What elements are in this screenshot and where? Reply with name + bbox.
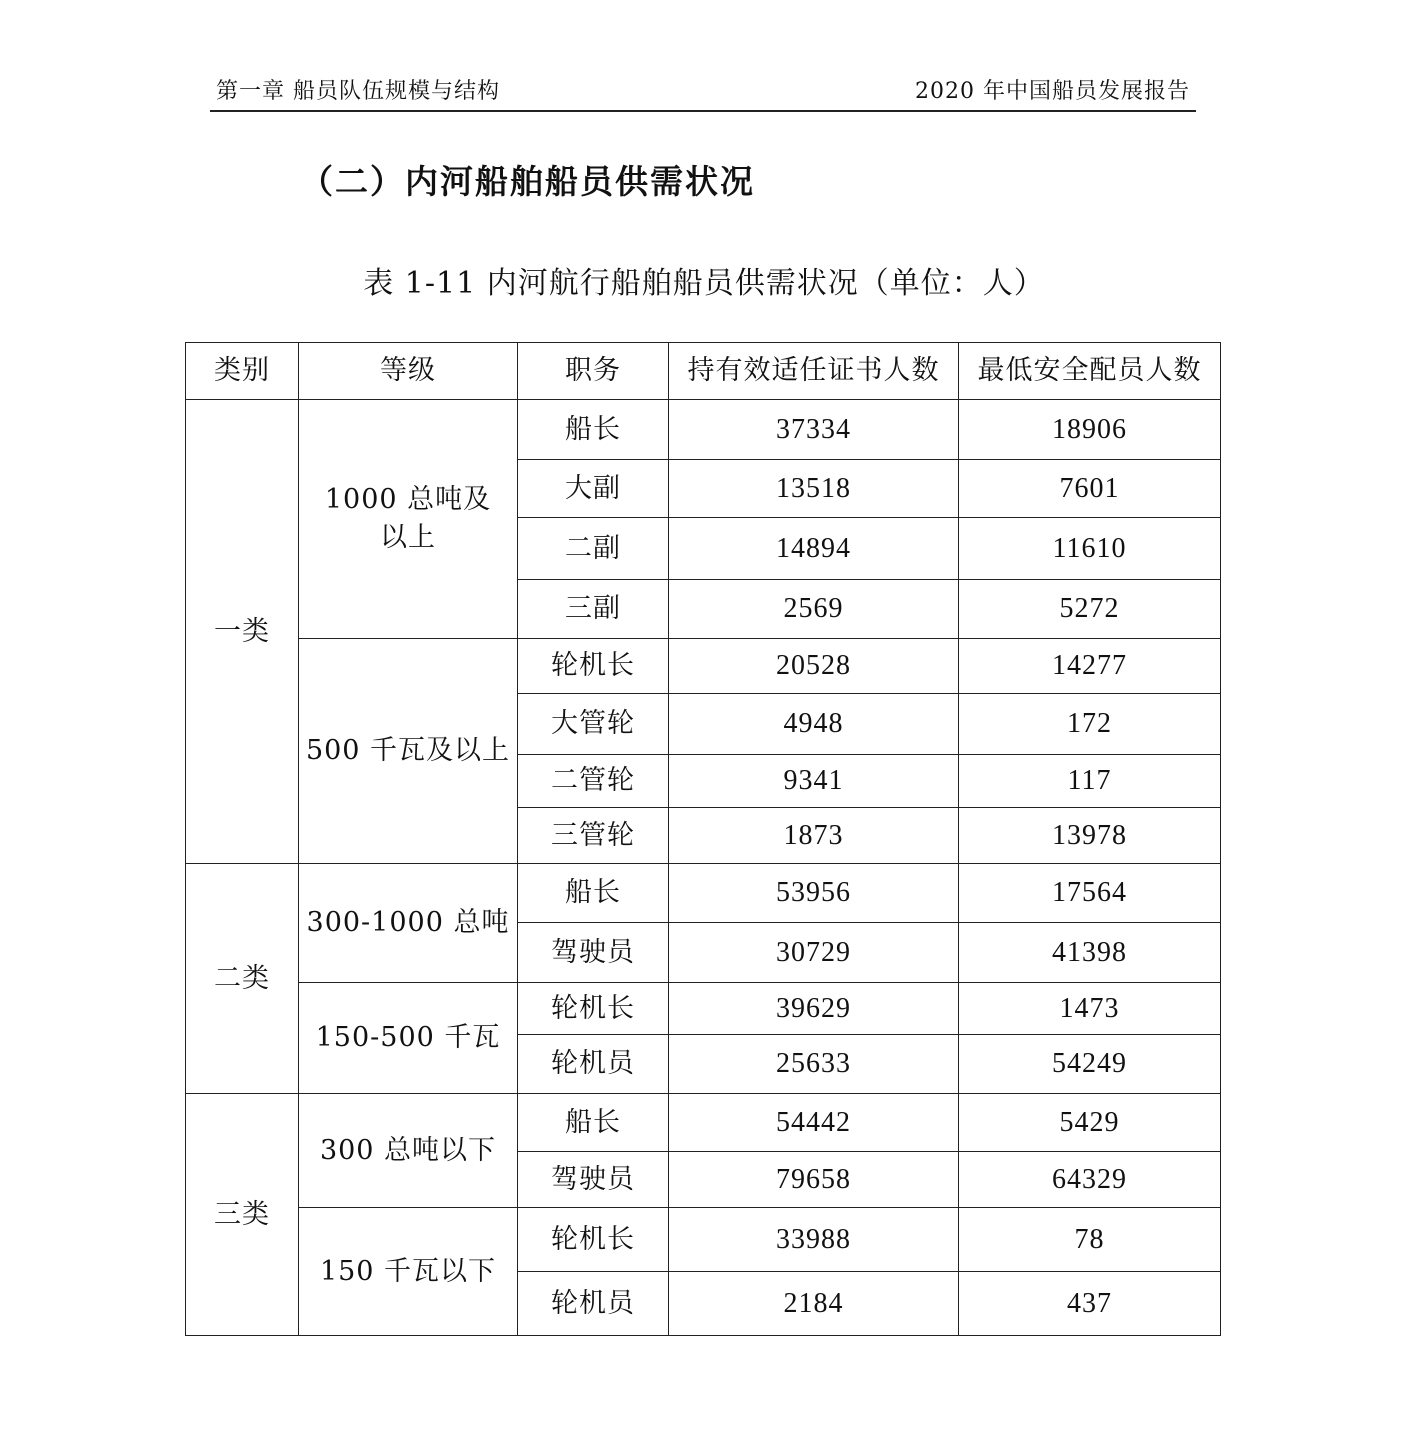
duty-cell: 大管轮: [518, 694, 669, 755]
duty-cell: 轮机长: [518, 1208, 669, 1272]
table-caption: 表 1-11 内河航行船舶船员供需状况（单位：人）: [363, 266, 1045, 301]
crew-supply-table: [185, 342, 1221, 1336]
certified-cell: 4948: [669, 694, 959, 755]
minimum-cell: 11610: [959, 518, 1221, 580]
duty-cell: 轮机员: [518, 1272, 669, 1336]
report-title: 2020 年中国船员发展报告: [915, 79, 1190, 104]
minimum-cell: 437: [959, 1272, 1221, 1336]
section-heading: （二）内河船舶船员供需状况: [300, 162, 755, 201]
table-row: [186, 1208, 1221, 1272]
minimum-cell: 41398: [959, 923, 1221, 983]
table-header-row: [186, 343, 1221, 400]
category-cell: 二类: [186, 864, 299, 1094]
duty-cell: 轮机员: [518, 1035, 669, 1094]
duty-cell: 二副: [518, 518, 669, 580]
certified-cell: 39629: [669, 983, 959, 1035]
minimum-cell: 7601: [959, 460, 1221, 518]
minimum-cell: 5272: [959, 580, 1221, 639]
table-row: [186, 1094, 1221, 1152]
grade-cell: 1000 总吨及以上: [299, 400, 518, 639]
certified-cell: 25633: [669, 1035, 959, 1094]
grade-cell: 300-1000 总吨: [299, 864, 518, 983]
duty-cell: 二管轮: [518, 755, 669, 808]
grade-cell: 150-500 千瓦: [299, 983, 518, 1094]
minimum-cell: 13978: [959, 808, 1221, 864]
category-cell: 三类: [186, 1094, 299, 1336]
certified-cell: 2569: [669, 580, 959, 639]
minimum-cell: 78: [959, 1208, 1221, 1272]
column-header-category: 类别: [186, 343, 299, 400]
duty-cell: 驾驶员: [518, 1152, 669, 1208]
table-row: [186, 639, 1221, 694]
certified-cell: 1873: [669, 808, 959, 864]
minimum-cell: 18906: [959, 400, 1221, 460]
column-header-grade: 等级: [299, 343, 518, 400]
duty-cell: 轮机长: [518, 983, 669, 1035]
minimum-cell: 117: [959, 755, 1221, 808]
certified-cell: 2184: [669, 1272, 959, 1336]
duty-cell: 船长: [518, 1094, 669, 1152]
duty-cell: 三副: [518, 580, 669, 639]
certified-cell: 37334: [669, 400, 959, 460]
duty-cell: 轮机长: [518, 639, 669, 694]
minimum-cell: 5429: [959, 1094, 1221, 1152]
certified-cell: 20528: [669, 639, 959, 694]
minimum-cell: 64329: [959, 1152, 1221, 1208]
column-header-minimum: 最低安全配员人数: [959, 343, 1221, 400]
grade-cell: 150 千瓦以下: [299, 1208, 518, 1336]
category-cell: 一类: [186, 400, 299, 864]
certified-cell: 54442: [669, 1094, 959, 1152]
grade-cell: 500 千瓦及以上: [299, 639, 518, 864]
duty-cell: 大副: [518, 460, 669, 518]
certified-cell: 9341: [669, 755, 959, 808]
table-row: [186, 400, 1221, 460]
certified-cell: 79658: [669, 1152, 959, 1208]
minimum-cell: 14277: [959, 639, 1221, 694]
minimum-cell: 172: [959, 694, 1221, 755]
duty-cell: 三管轮: [518, 808, 669, 864]
column-header-duty: 职务: [518, 343, 669, 400]
table-row: [186, 864, 1221, 923]
chapter-title: 第一章 船员队伍规模与结构: [216, 79, 500, 104]
table-row: [186, 983, 1221, 1035]
duty-cell: 船长: [518, 400, 669, 460]
certified-cell: 53956: [669, 864, 959, 923]
grade-cell: 300 总吨以下: [299, 1094, 518, 1208]
column-header-certified: 持有效适任证书人数: [669, 343, 959, 400]
page-header: [210, 70, 1196, 112]
certified-cell: 33988: [669, 1208, 959, 1272]
certified-cell: 13518: [669, 460, 959, 518]
duty-cell: 船长: [518, 864, 669, 923]
minimum-cell: 1473: [959, 983, 1221, 1035]
duty-cell: 驾驶员: [518, 923, 669, 983]
certified-cell: 30729: [669, 923, 959, 983]
certified-cell: 14894: [669, 518, 959, 580]
minimum-cell: 54249: [959, 1035, 1221, 1094]
minimum-cell: 17564: [959, 864, 1221, 923]
